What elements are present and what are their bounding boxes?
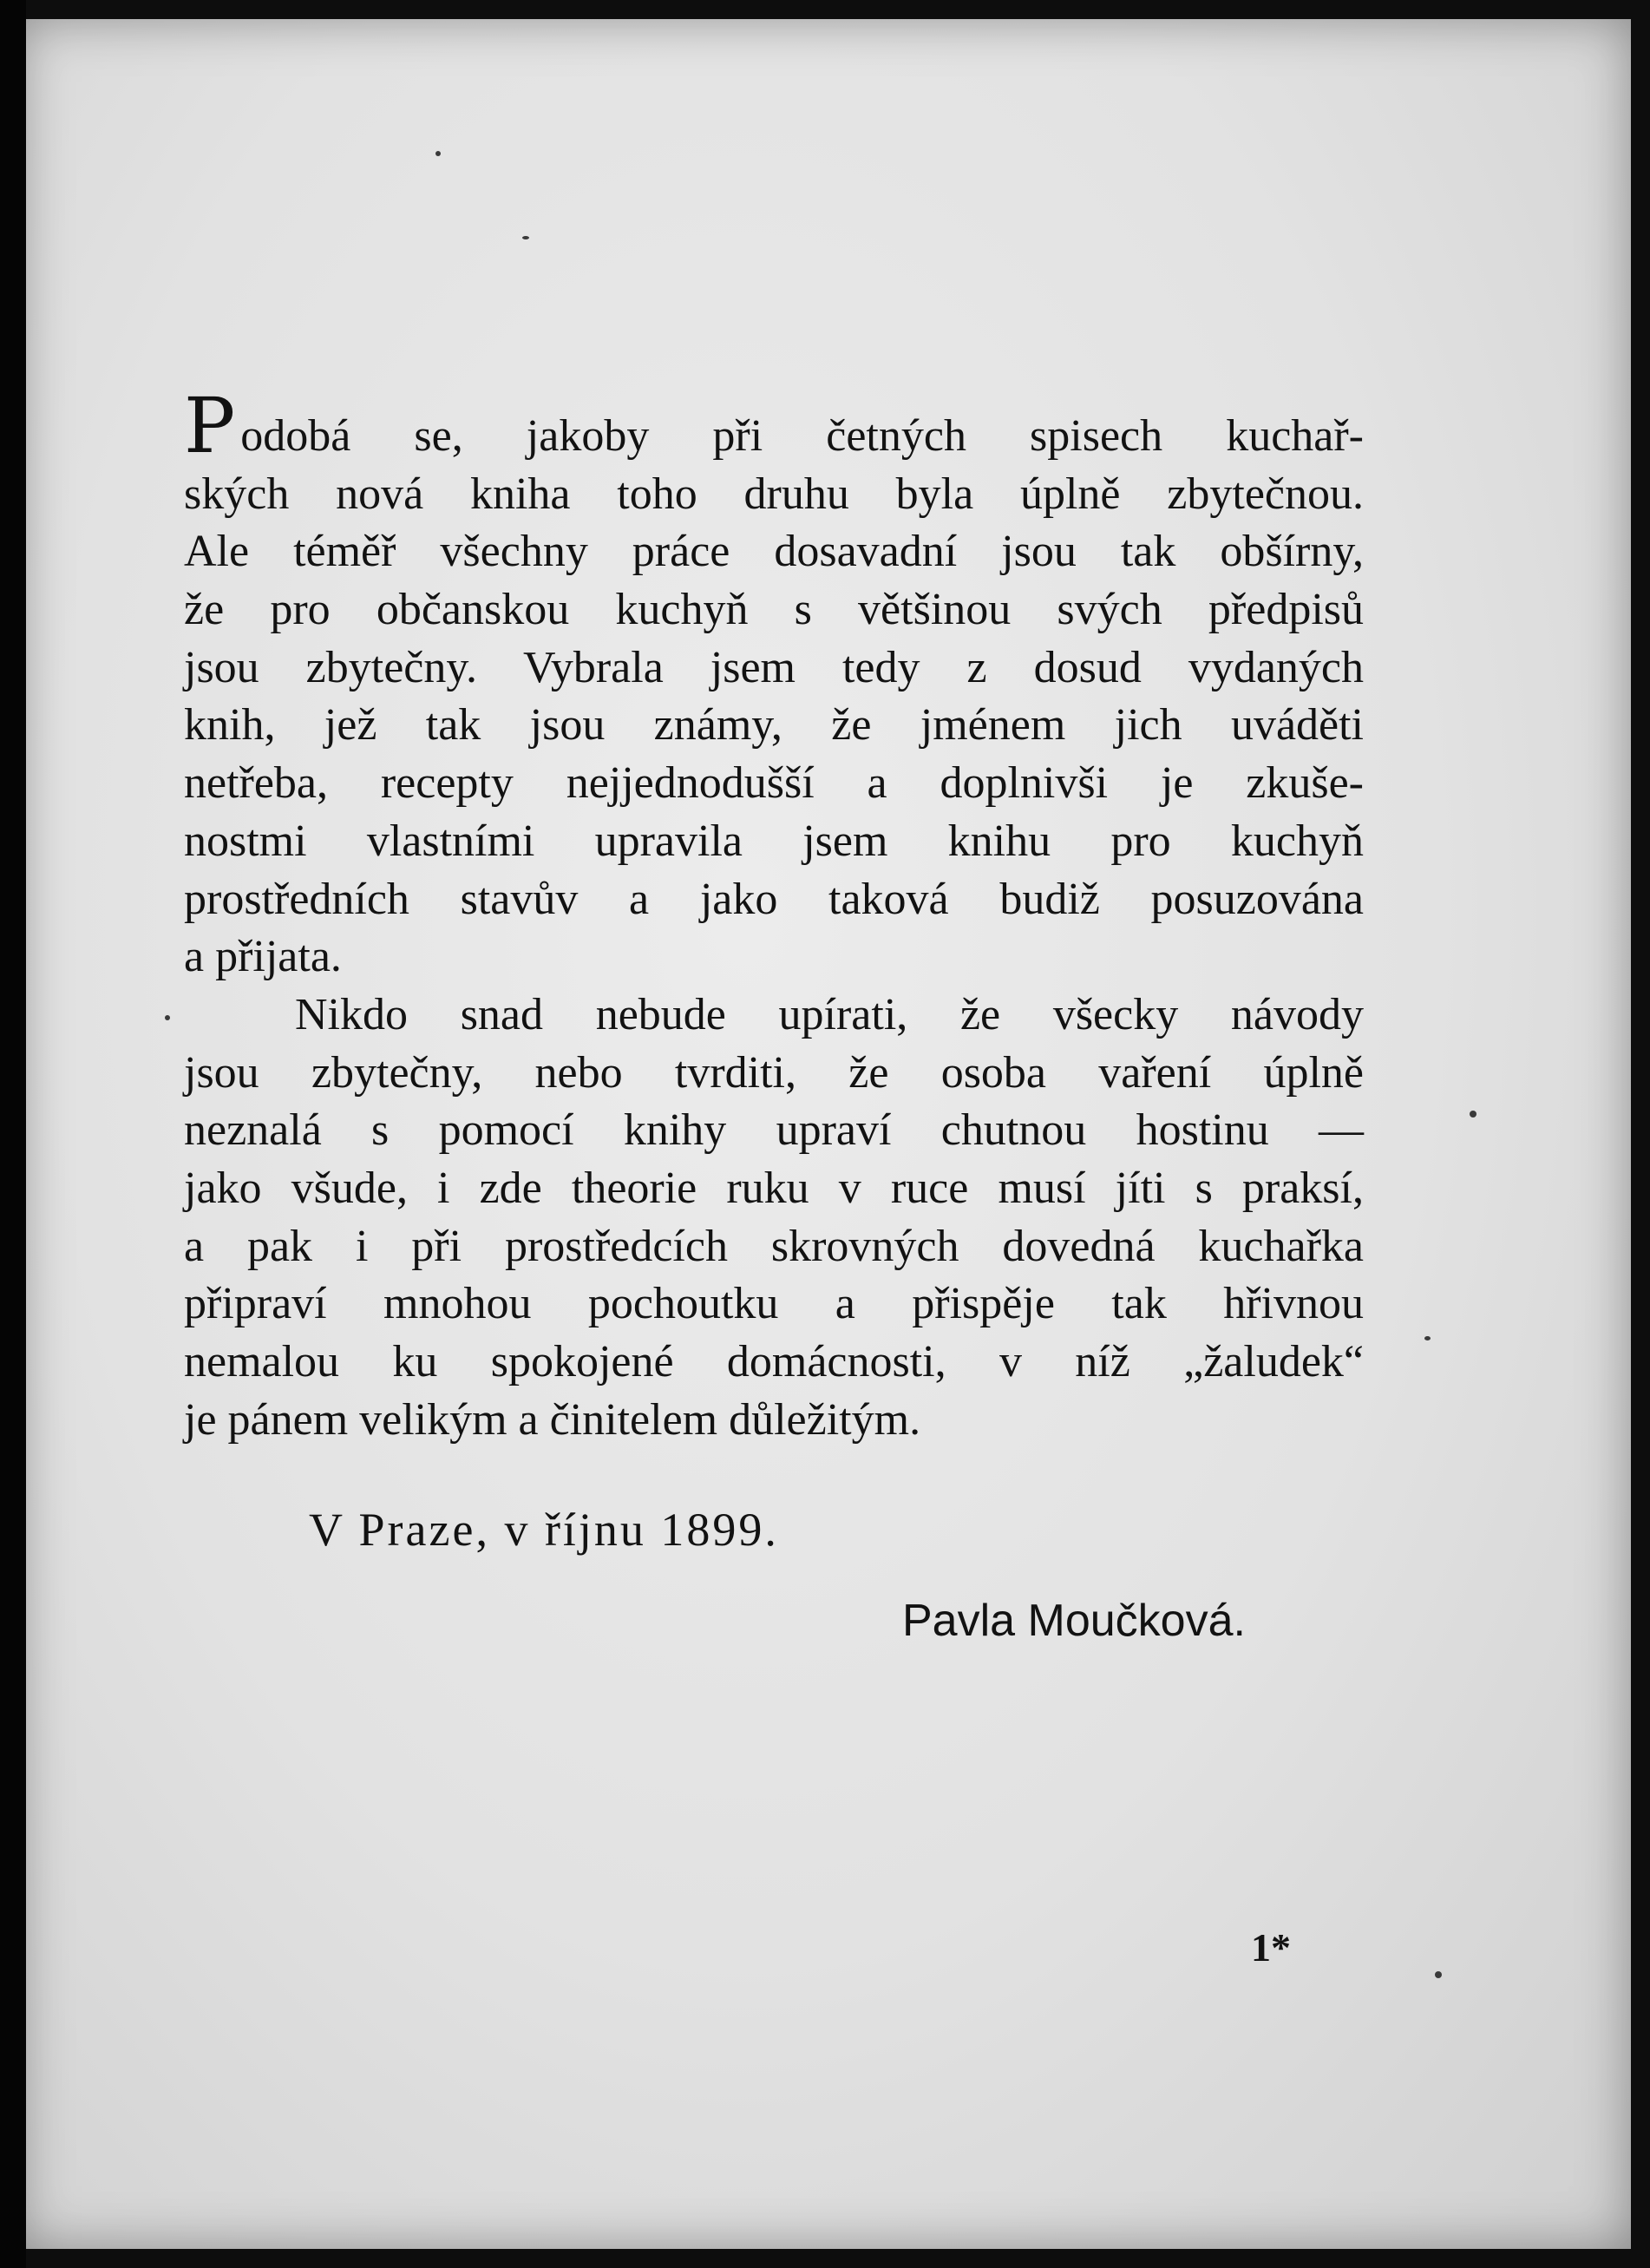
author-signature: Pavla Moučková. [902, 1596, 1246, 1646]
paragraph-1-first-line [184, 381, 1364, 470]
text-line: jsou zbytečny, nebo tvrditi, že osoba vaření úplně [184, 1047, 1364, 1098]
text-line: nostmi vlastními upravila jsem knihu pro kuchyň [184, 816, 1364, 866]
text-line: Nikdo snad nebude upírati, že všecky návody [295, 989, 1364, 1039]
preface-text [184, 381, 1364, 1449]
first-line-text: odobá se, jakoby při četných spisech kuchař- [240, 411, 1364, 461]
text-line: knih, jež tak jsou známy, že jménem jich uváděti [184, 700, 1364, 751]
page-speck [1435, 1971, 1442, 1978]
text-line: jako všude, i zde theorie ruku v ruce musí jíti s praksí, [184, 1163, 1364, 1213]
text-line: prostředních stavův a jako taková budiž posuzována [184, 874, 1364, 924]
paragraph-2 [184, 987, 1364, 1450]
text-line: že pro občanskou kuchyň s většinou svých předpisů [184, 585, 1364, 635]
drop-cap: P [184, 381, 236, 470]
text-line: nemalou ku spokojené domácnosti, v níž „žaludek“ [184, 1337, 1364, 1386]
text-line: neznalá s pomocí knihy upraví chutnou hostinu — [184, 1105, 1364, 1156]
place-date: V Praze, v říjnu 1899. [309, 1504, 779, 1556]
text-line: jsou zbytečny. Vybrala jsem tedy z dosud vydaných [184, 642, 1364, 692]
page-speck [1470, 1111, 1476, 1118]
page-speck [435, 151, 441, 156]
text-line: netřeba, recepty nejjednodušší a doplnivši je zkuše- [184, 758, 1364, 809]
text-line: a přijata. [184, 932, 342, 982]
scan-left-edge [0, 0, 26, 2268]
text-line: Ale téměř všechny práce dosavadní jsou tak obšírny, [184, 527, 1364, 577]
page-speck [522, 236, 529, 239]
page-speck [1424, 1336, 1431, 1340]
text-line: ských nová kniha toho druhu byla úplně zbytečnou. [184, 469, 1364, 519]
text-line: je pánem velikým a činitelem důležitým. [184, 1394, 921, 1445]
text-line: a pak i při prostředcích skrovných dovedná kuchařka [184, 1221, 1364, 1271]
paragraph-1 [184, 381, 1364, 987]
text-line: připraví mnohou pochoutku a přispěje tak hřivnou [184, 1279, 1364, 1329]
page-speck [165, 1015, 170, 1020]
page-number: 1* [1251, 1925, 1291, 1970]
